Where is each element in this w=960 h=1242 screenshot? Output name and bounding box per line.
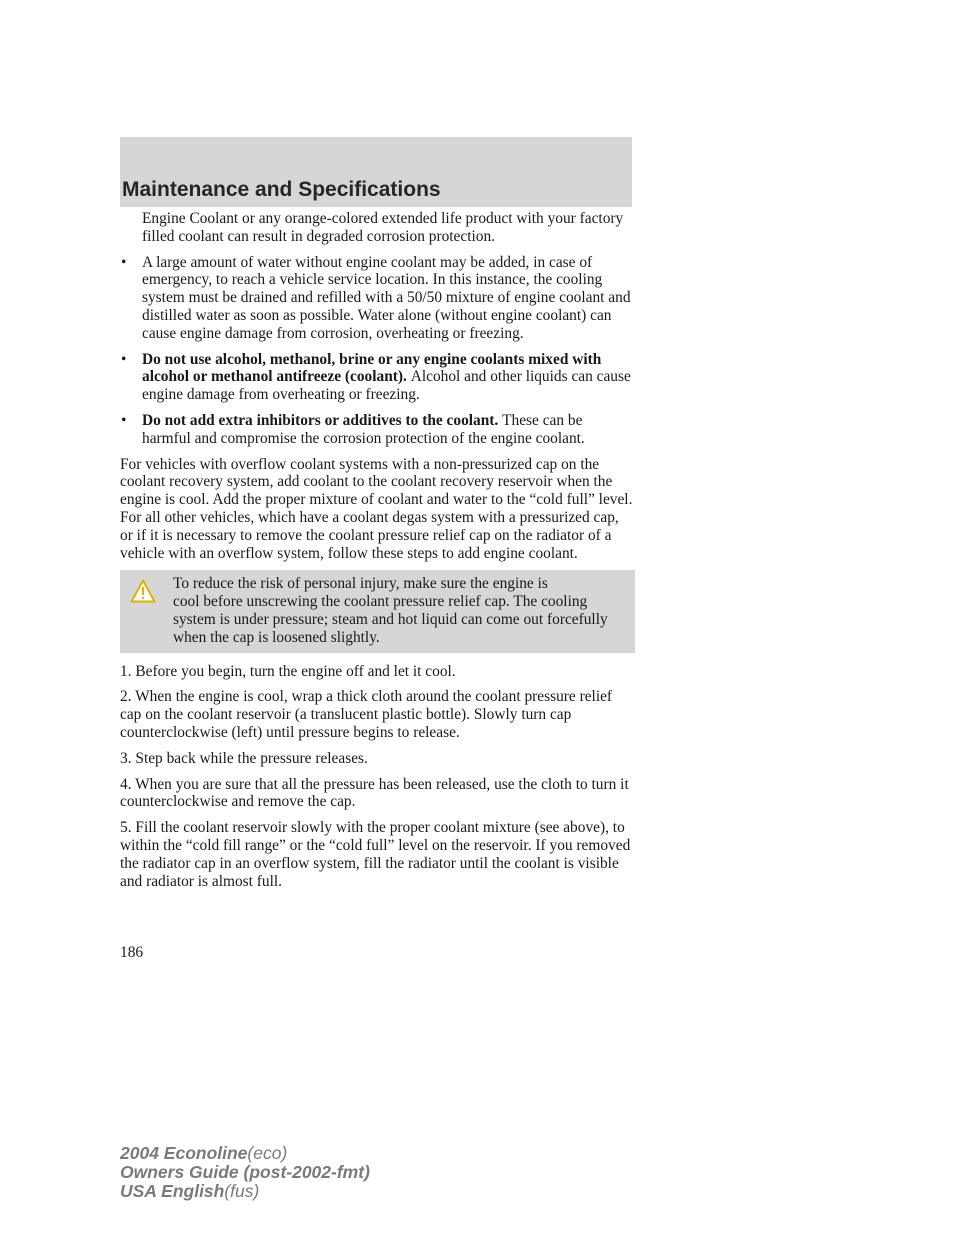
bullet-item bbox=[120, 254, 635, 343]
document-footer bbox=[120, 1144, 370, 1201]
footer-language: USA English bbox=[120, 1181, 225, 1201]
warning-text: cool before unscrewing the coolant pressure relief cap. The cooling system is under pressure; steam and hot liquid can come out forcefully when the cap is loosened slightly. bbox=[173, 593, 608, 646]
footer-language-code: (fus) bbox=[224, 1181, 260, 1201]
bullet-text: A large amount of water without engine coolant may be added, in case of emergency, to reach a vehicle service location. In this instance, the cooling system must be drained and refilled with a 50/50 mixture of engine coolant and distilled water as soon as possible. Water alone (without engine coolant) can cause engine damage from corrosion, overheating or freezing. bbox=[142, 253, 631, 342]
footer-model: 2004 Econoline bbox=[120, 1143, 248, 1163]
step-3: 3. Step back while the pressure releases. bbox=[120, 749, 368, 767]
footer-guide: Owners Guide (post-2002-fmt) bbox=[120, 1162, 370, 1182]
intro-paragraph: Engine Coolant or any orange-colored extended life product with your factory filled coolant can result in degraded corrosion protection. bbox=[142, 210, 624, 245]
bullet-symbol: • bbox=[121, 350, 127, 368]
warning-text-first-line: To reduce the risk of personal injury, make sure the engine is bbox=[173, 575, 548, 593]
page-number: 186 bbox=[120, 944, 144, 961]
bullet-item bbox=[120, 351, 635, 404]
bullet-text: These can be harmful and compromise the corrosion protection of the engine coolant. bbox=[142, 411, 585, 447]
bullet-item bbox=[120, 412, 635, 448]
bullet-bold-text: Do not use alcohol, methanol, brine or any engine coolants mixed with alcohol or methanol antifreeze (coolant). bbox=[142, 350, 602, 386]
step-1: 1. Before you begin, turn the engine off and let it cool. bbox=[120, 662, 456, 680]
page-content bbox=[120, 210, 635, 898]
section-title: Maintenance and Specifications bbox=[122, 178, 441, 201]
warning-triangle-icon bbox=[130, 579, 156, 603]
bullet-symbol: • bbox=[121, 411, 127, 429]
bullet-symbol: • bbox=[121, 253, 127, 271]
step-2: 2. When the engine is cool, wrap a thick cloth around the coolant pressure relief cap on the coolant reservoir (a translucent plastic bottle). Slowly turn cap counterclockwise (left) until pressure begins to release. bbox=[120, 688, 613, 741]
bullet-bold-text: Do not add extra inhibitors or additives to the coolant. bbox=[142, 411, 503, 429]
warning-box bbox=[120, 570, 635, 652]
step-4: 4. When you are sure that all the pressure has been released, use the cloth to turn it counterclockwise and remove the cap. bbox=[120, 775, 629, 811]
footer-model-code: (eco) bbox=[247, 1143, 288, 1163]
instructions-paragraph: For vehicles with overflow coolant systems with a non-pressurized cap on the coolant recovery system, add coolant to the coolant recovery reservoir when the engine is cool. Add the proper mixture of coolant and water to the “cold full” level. For all other vehicles, which have a coolant degas system with a pressurized cap, or if it is necessary to remove the coolant pressure relief cap on the radiator of a vehicle with an overflow system, follow these steps to add engine coolant. bbox=[120, 455, 633, 562]
bullet-text: Alcohol and other liquids can cause engine damage from overheating or freezing. bbox=[142, 368, 631, 404]
step-5: 5. Fill the coolant reservoir slowly with the proper coolant mixture (see above), to within the “cold fill range” or the “cold full” level on the reservoir. If you removed the radiator cap in an overflow system, fill the radiator until the coolant is visible and radiator is almost full. bbox=[120, 819, 631, 890]
